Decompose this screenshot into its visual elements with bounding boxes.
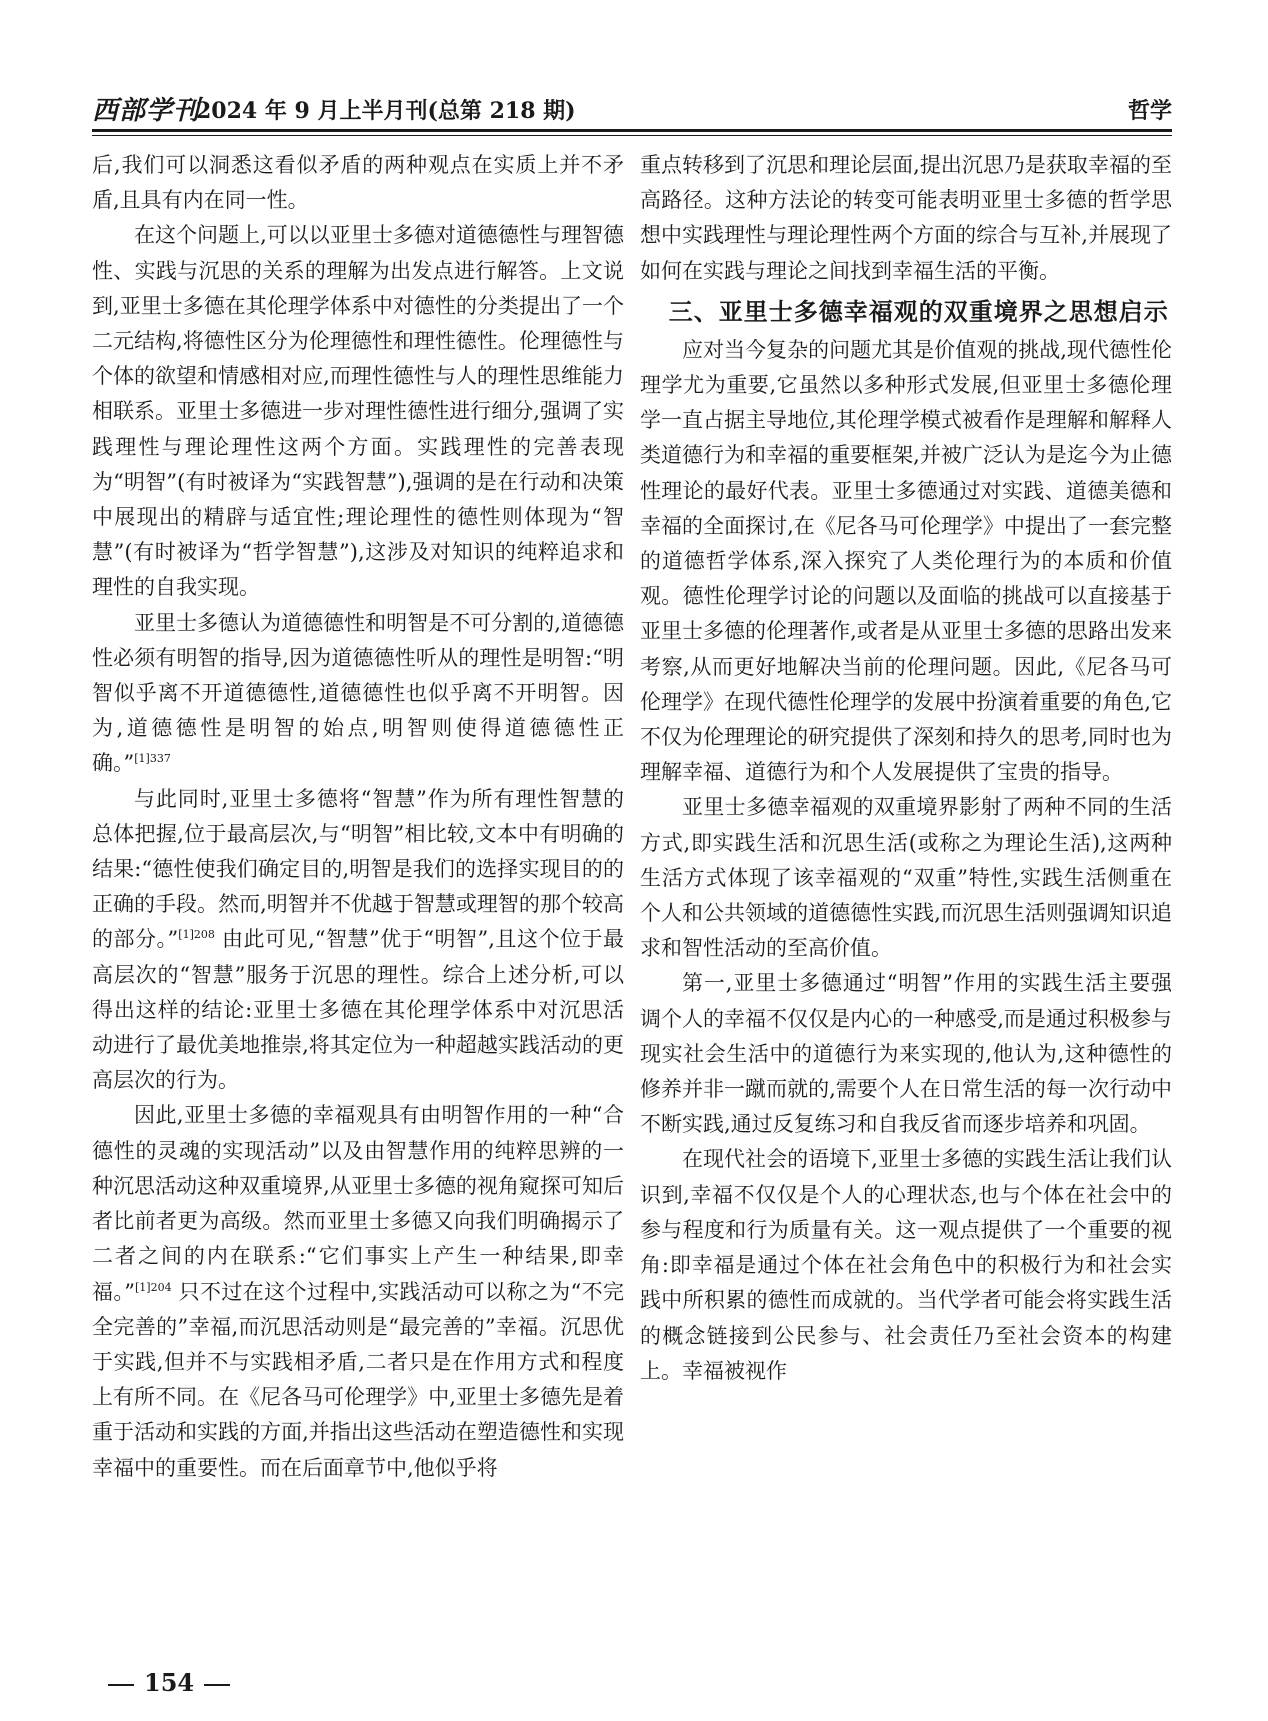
issue-info: 2024 年 9 月上半月刊(总第 218 期) xyxy=(196,98,576,124)
section-name: 哲学 xyxy=(1127,98,1172,124)
paragraph: 在这个问题上,可以以亚里士多德对道德德性与理智德性、实践与沉思的关系的理解为出发点进行解答。上文说到,亚里士多德在其伦理学体系中对德性的分类提出了一个二元结构,将德性区分为伦理德性和理性德性。伦理德性与个体的欲望和情感相对应,而理性德性与人的理性思维能力相联系。亚里士多德进一步对理性德性进行细分,强调了实践理性与理论理性这两个方面。实践理性的完善表现为“明智”(有时被译为“实践智慧”),强调的是在行动和决策中展现出的精辟与适宜性;理论理性的德性则体现为“智慧”(有时被译为“哲学智慧”),这涉及对知识的纯粹追求和理性的自我实现。 xyxy=(92,223,624,600)
left-column xyxy=(92,148,624,1486)
paragraph: 后,我们可以洞悉这看似矛盾的两种观点在实质上并不矛盾,且具有内在同一性。 xyxy=(92,153,624,213)
header-rule xyxy=(92,129,1172,132)
paragraph xyxy=(92,606,624,782)
paragraph xyxy=(92,1098,624,1485)
section-heading: 三、亚里士多德幸福观的双重境界之思想启示 xyxy=(668,297,1169,326)
paragraph: 应对当今复杂的问题尤其是价值观的挑战,现代德性伦理学尤为重要,它虽然以多种形式发展,但亚里士多德伦理学一直占据主导地位,其伦理学模式被看作是理解和解释人类道德行为和幸福的重要框架,并被广泛认为是迄今为止德性理论的最好代表。亚里士多德通过对实践、道德美德和幸福的全面探讨,在《尼各马可伦理学》中提出了一套完整的道德哲学体系,深入探究了人类伦理行为的本质和价值观。德性伦理学讨论的问题以及面临的挑战可以直接基于亚里士多德的伦理著作,或者是从亚里士多德的思路出发来考察,从而更好地解决当前的伦理问题。因此,《尼各马可伦理学》在现代德性伦理学的发展中扮演着重要的角色,它不仅为伦理理论的研究提供了深刻和持久的思考,同时也为理解幸福、道德行为和个人发展提供了宝贵的指导。 xyxy=(640,337,1172,785)
paragraph: 在现代社会的语境下,亚里士多德的实践生活让我们认识到,幸福不仅仅是个人的心理状态,也与个体在社会中的参与程度和行为质量有关。这一观点提供了一个重要的视角:即幸福是通过个体在社会角色中的积极行为和社会实践中所积累的德性而成就的。当代学者可能会将实践生活的概念链接到公民参与、社会责任乃至社会资本的构建上。幸福被视作 xyxy=(640,1147,1172,1383)
running-header xyxy=(92,88,1172,128)
journal-logo: 西部学刊 xyxy=(92,96,201,126)
paragraph: 重点转移到了沉思和理论层面,提出沉思乃是获取幸福的至高路径。这种方法论的转变可能表明亚里士多德的哲学思想中实践理性与理论理性两个方面的综合与互补,并展现了如何在实践与理论之间找到幸福生活的平衡。 xyxy=(640,153,1172,283)
page-number xyxy=(98,1668,240,1697)
right-column xyxy=(640,148,1172,1389)
paragraph-text: 亚里士多德认为道德德性和明智是不可分割的,道德德性必须有明智的指导,因为道德德性听从的理性是明智:“明智似乎离不开道德德性,道德德性也似乎离不开明智。因为,道德德性是明智的始点,明智则使得道德德性正确。” xyxy=(92,610,624,776)
paragraph-text: 由此可见,“智慧”优于“明智”,且这个位于最高层次的“智慧”服务于沉思的理性。综合上述分析,可以得出这样的结论:亚里士多德在其伦理学体系中对沉思活动进行了最优美地推崇,将其定位为一种超越实践活动的更高层次的行为。 xyxy=(92,927,624,1093)
paragraph: 亚里士多德幸福观的双重境界影射了两种不同的生活方式,即实践生活和沉思生活(或称之为理论生活),这两种生活方式体现了该幸福观的“双重”特性,实践生活侧重在个人和公共领域的道德德性实践,而沉思生活则强调知识追求和智性活动的至高价值。 xyxy=(640,795,1172,961)
paragraph-text: 只不过在这个过程中,实践活动可以称之为“不完全完善的”幸福,而沉思活动则是“最完善的”幸福。沉思优于实践,但并不与实践相矛盾,二者只是在作用方式和程度上有所不同。在《尼各马可伦理学》中,亚里士多德先是着重于活动和实践的方面,并指出这些活动在塑造德性和实现幸福中的重要性。而在后面章节中,他似乎将 xyxy=(92,1279,624,1480)
citation-ref: [1]337 xyxy=(134,752,171,766)
paragraph xyxy=(92,782,624,1099)
paragraph-text: 因此,亚里士多德的幸福观具有由明智作用的一种“合德性的灵魂的实现活动”以及由智慧作用的纯粹思辨的一种沉思活动这种双重境界,从亚里士多德的视角窥探可知后者比前者更为高级。然而亚里士多德又向我们明确揭示了二者之间的内在联系:“它们事实上产生一种结果,即幸福。” xyxy=(92,1103,624,1304)
header-rule-thin xyxy=(92,135,1172,136)
paragraph: 第一,亚里士多德通过“明智”作用的实践生活主要强调个人的幸福不仅仅是内心的一种感受,而是通过积极参与现实社会生活中的道德行为来实现的,他认为,这种德性的修养并非一蹴而就的,需要个人在日常生活的每一次行动中不断实践,通过反复练习和自我反省而逐步培养和巩固。 xyxy=(640,971,1172,1137)
paragraph-text: 与此同时,亚里士多德将“智慧”作为所有理性智慧的总体把握,位于最高层次,与“明智”相比较,文本中有明确的结果:“德性使我们确定目的,明智是我们的选择实现目的的正确的手段。然而,明智并不优越于智慧或理智的那个较高的部分。” xyxy=(92,786,624,952)
page-dash xyxy=(108,1684,134,1686)
page-dash xyxy=(204,1684,230,1686)
page-number-value: 154 xyxy=(144,1668,195,1697)
citation-ref: [1]208 xyxy=(178,928,215,942)
citation-ref: [1]204 xyxy=(135,1280,172,1294)
